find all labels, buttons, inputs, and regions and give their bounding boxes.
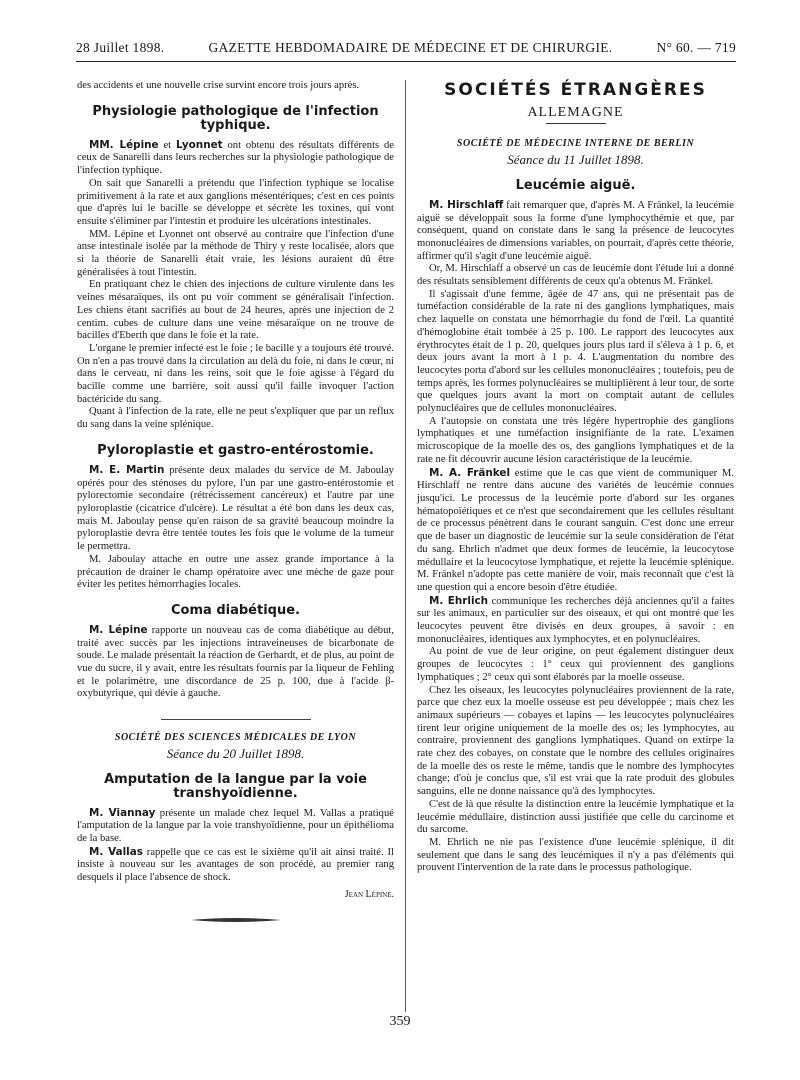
paragraph: Quant à l'infection de la rate, elle ne peut s'expliquer que par un reflux du sang dans la veine splénique. xyxy=(77,406,394,431)
author-name: M. Ehrlich xyxy=(429,594,489,607)
left-column xyxy=(77,80,394,923)
author-name: M. Vallas xyxy=(89,845,143,858)
header-journal: GAZETTE HEBDOMADAIRE DE MÉDECINE ET DE CHIRURGIE. xyxy=(208,40,613,55)
section-title-pyloroplastie: Pyloroplastie et gastro-entérostomie. xyxy=(97,442,374,458)
paragraph: Or, M. Hirschlaff a observé un cas de leucémie dont l'étude lui a donné des résultats sensiblement différents de ceux qu'a obtenus M. Fränkel. xyxy=(417,263,734,288)
paragraph: On sait que Sanarelli a prétendu que l'infection typhique se localise primitivement à la rate et aux ganglions mésentériques; c'est en ces points que d'après lui le bacille se développe et sécrète les toxines, qui vont ensuite s'éliminer par l'intestin et produire les ulcérations intestinales. xyxy=(77,177,394,227)
paragraph: M. Lépine rapporte un nouveau cas de coma diabétique au début, traité avec succès par les injections intraveineuses de bicarbonate de soude. Le malade présentait la réaction de Gerhardt, et de plus, au point de vue du sucre, il y avait, entre les résultats fournis par la liqueur de Fehling et le polarimètre, une discordance de 25 p. 100, due à l'acide β-oxybutyrique, qui dévie à gauche. xyxy=(77,623,394,700)
section-title-leucemie: Leucémie aiguë. xyxy=(515,177,636,193)
paragraph: M. Hirschlaff fait remarquer que, d'après M. A Fränkel, la leucémie aiguë se développait sous la forme d'une lymphocythémie et que, par conséquent, quand on constate dans le sang la présence de leucocytes mononucléaires de dimensions variables, on pourrait, d'après cette théorie, affirmer qu'il s'agit d'une leucémie aiguë. xyxy=(417,198,734,262)
paragraph: En pratiquant chez le chien des injections de culture virulente dans les veines mésaraïques, ils ont pu voir comment se généralisait l'infection. Les chiens étant sacrifiés au bout de 24 heures, après une injection de 2 centim. cubes de culture dans une veine mésaraïque on ne trouve de bacilles d'Eberth que dans le foie et la rate. xyxy=(77,279,394,342)
author-name: M. A. Fränkel xyxy=(429,466,511,479)
right-column xyxy=(417,80,734,875)
society-name-lyon: SOCIÉTÉ DES SCIENCES MÉDICALES DE LYON xyxy=(114,732,357,744)
paragraph: M. Vallas rappelle que ce cas est le sixième qu'il ait ainsi traité. Il insiste à nouveau sur les avantages de son procédé, au premier rang desquels il place l'absence de shock. xyxy=(77,845,394,884)
paragraph: Chez les oiseaux, les leucocytes polynucléaires proviennent de la rate, parce que chez eux la moelle osseuse est peu développée ; mais chez les animaux supérieurs — cobayes et lapins — les leucocytes polynucléaires tirent leur origine uniquement de la moelle des os; les lymphocytes, au contraire, proviennent des ganglions lymphatiques. Quand on extirpe la rate chez des cobayes, on constate que le nombre des cellules originaires de la moelle des os reste le même, tandis que le nombre des lymphocytes change; d'où je conclus que, s'il est vrai que la rate produit des globules sanguins, elle ne donne naissance qu'à des lymphocytes. xyxy=(417,684,734,798)
paragraph: M. E. Martin présente deux malades du service de M. Jaboulay opérés pour des sténoses du pylore, l'un par une gastro-entérostomie et pylorectomie secondaire (rétrécissement cancéreux) et l'autre par une pyloroplastie (cicatrice d'ulcère). Le résultat a été bon dans les deux cas, mais M. Jaboulay pense qu'en raison de sa gravité beaucoup moindre la pyloroplastie devra être tentée toutes les fois que le volume de la tumeur le permettra. xyxy=(77,463,394,553)
section-title-coma: Coma diabétique. xyxy=(171,602,300,618)
author-name: M. Hirschlaff xyxy=(429,198,504,211)
author-name: Lyonnet xyxy=(175,138,223,151)
society-name-berlin: SOCIÉTÉ DE MÉDECINE INTERNE DE BERLIN xyxy=(456,138,695,150)
seance-date-berlin: Séance du 11 Juillet 1898. xyxy=(507,152,644,168)
paragraph: Il s'agissait d'une femme, âgée de 47 ans, qui ne présentait pas de tuméfaction considérable de la rate ni des ganglions lymphatiques, mais chez laquelle on constata une hémorrhagie du fond de l'œil. La quantité d'hémoglobine était tombée à 25 p. 100. Le rapport des leucocytes aux érythrocytes était de 1 p. 20, quelques jours plus tard il s'éleva à 1 p. 6, et deux jours avant la mort à 1 p. 4. L'augmentation du nombre des leucocytes porta d'abord sur les cellules mononucléaires ; toutefois, peu de temps après, les formes polynucléaires se multiplièrent à leur tour, de sorte que quelques jours avant la mort on comptait autant de cellules polynucléaires que de cellules mononucléaires. xyxy=(417,288,734,415)
header-rule xyxy=(76,61,736,62)
header-date: 28 Juillet 1898. xyxy=(76,40,165,55)
paragraph: M. Ehrlich communique les recherches déjà anciennes qu'il a faites sur les animaux, en particulier sur des oiseaux, et qui ont montré que les leucocytes peuvent être divisés en deux groupes, à savoir : en mononucléaires, identiques aux lymphocytes, et en polynucléaires. xyxy=(417,594,734,645)
author-name: M. E. Martin xyxy=(89,463,165,476)
country-heading: ALLEMAGNE xyxy=(527,104,624,120)
section-title-typhique: Physiologie pathologique de l'infection typhique. xyxy=(92,103,379,133)
author-name: M. Viannay xyxy=(89,806,156,819)
author-name: MM. Lépine xyxy=(89,138,159,151)
paragraph: M. Ehrlich ne nie pas l'existence d'une leucémie splénique, il dit seulement que dans le sang des leucémiques il n'y a pas d'éléments qui prouvent l'intervention de la rate dans le processus pathologique. xyxy=(417,836,734,874)
paragraph: MM. Lépine et Lyonnet ont observé au contraire que l'infection d'une anse intestinale isolée par la méthode de Thiry y reste localisée, alors que si la théorie de Sanarelli était vraie, les lésions auraient dû être généralisées à tout l'intestin. xyxy=(77,228,394,278)
paragraph: M. Jaboulay attache en outre une assez grande importance à la précaution de drainer le champ opératoire avec une mèche de gaze pour éviter les petites hémorrhagies locales. xyxy=(77,553,394,591)
page-number: 359 xyxy=(389,1014,411,1029)
author-name: M. Lépine xyxy=(89,623,148,636)
section-separator xyxy=(161,719,311,720)
paragraph: M. Viannay présente un malade chez lequel M. Vallas a pratiqué l'amputation de la langue par la voie transhyoïdienne, pour un épithélioma de la base. xyxy=(77,806,394,844)
paragraph: A l'autopsie on constata une très légère hypertrophie des ganglions lymphatiques et une tuméfaction insignifiante de la rate. L'examen microscopique de la moelle des os, des ganglions lymphatiques et de la rate ne fit découvrir aucune lésion caractéristique de la leucémie. xyxy=(417,415,734,465)
signature: Jean Lépine. xyxy=(344,888,394,900)
paragraph: M. A. Fränkel estime que le cas que vient de communiquer M. Hirschlaff ne rentre dans aucune des variétés de leucémie connues jusqu'ici. Le processus de la leucémie porte d'abord sur les organes hématopoïétiques et ce n'est que secondairement que les cellules résultant de ce processus pénètrent dans le courant sanguin. C'est donc une erreur que de baser un diagnostic de leucémie sur la seule considération de l'état du sang. Ehrlich n'admet que deux formes de leucémie, la leucocytose médullaire et la leucocytose lymphatique, et rejette la leucémie splénique. M. Fränkel n'adopte pas cette manière de voir, mais reconnaît que c'est là une question qui a encore besoin d'être étudiée. xyxy=(417,466,734,593)
paragraph: MM. Lépine et Lyonnet ont obtenu des résultats différents de ceux de Sanarelli dans leurs recherches sur la physiologie pathologique de l'infection typhique. xyxy=(77,138,394,177)
column-divider xyxy=(405,80,406,1012)
running-header xyxy=(76,40,736,56)
country-rule xyxy=(546,123,606,124)
paragraph: L'organe le premier infecté est le foie ; le bacille y a toujours été trouvé. On n'en a pas trouvé dans la circulation au delà du foie, ni dans le cœur, ni dans le cerveau, ni dans les reins, soit que le foie agisse à l'égard du bacille comme une barrière, soit aussi qu'il faille invoquer l'action bactéricide du sang. xyxy=(77,342,394,405)
section-heading-societes: SOCIÉTÉS ÉTRANGÈRES xyxy=(444,80,707,100)
end-ornament xyxy=(191,917,281,923)
header-issue: N° 60. — 719 xyxy=(656,40,736,55)
section-title-amputation: Amputation de la langue par la voie transhyoïdienne. xyxy=(104,771,367,801)
seance-date-lyon: Séance du 20 Juillet 1898. xyxy=(166,745,305,761)
paragraph: C'est de là que résulte la distinction entre la leucémie lymphatique et la leucémie médullaire, distinction aussi justifiée que celle du carcinome et du sarcome. xyxy=(417,798,734,836)
paragraph: Au point de vue de leur origine, on peut également distinguer deux groupes de leucocytes : 1° ceux qui proviennent des ganglions lymphatiques ; 2° ceux qui sont élaborés par la moelle osseuse. xyxy=(417,646,734,683)
intro-text: des accidents et une nouvelle crise survint encore trois jours après. xyxy=(77,80,360,91)
